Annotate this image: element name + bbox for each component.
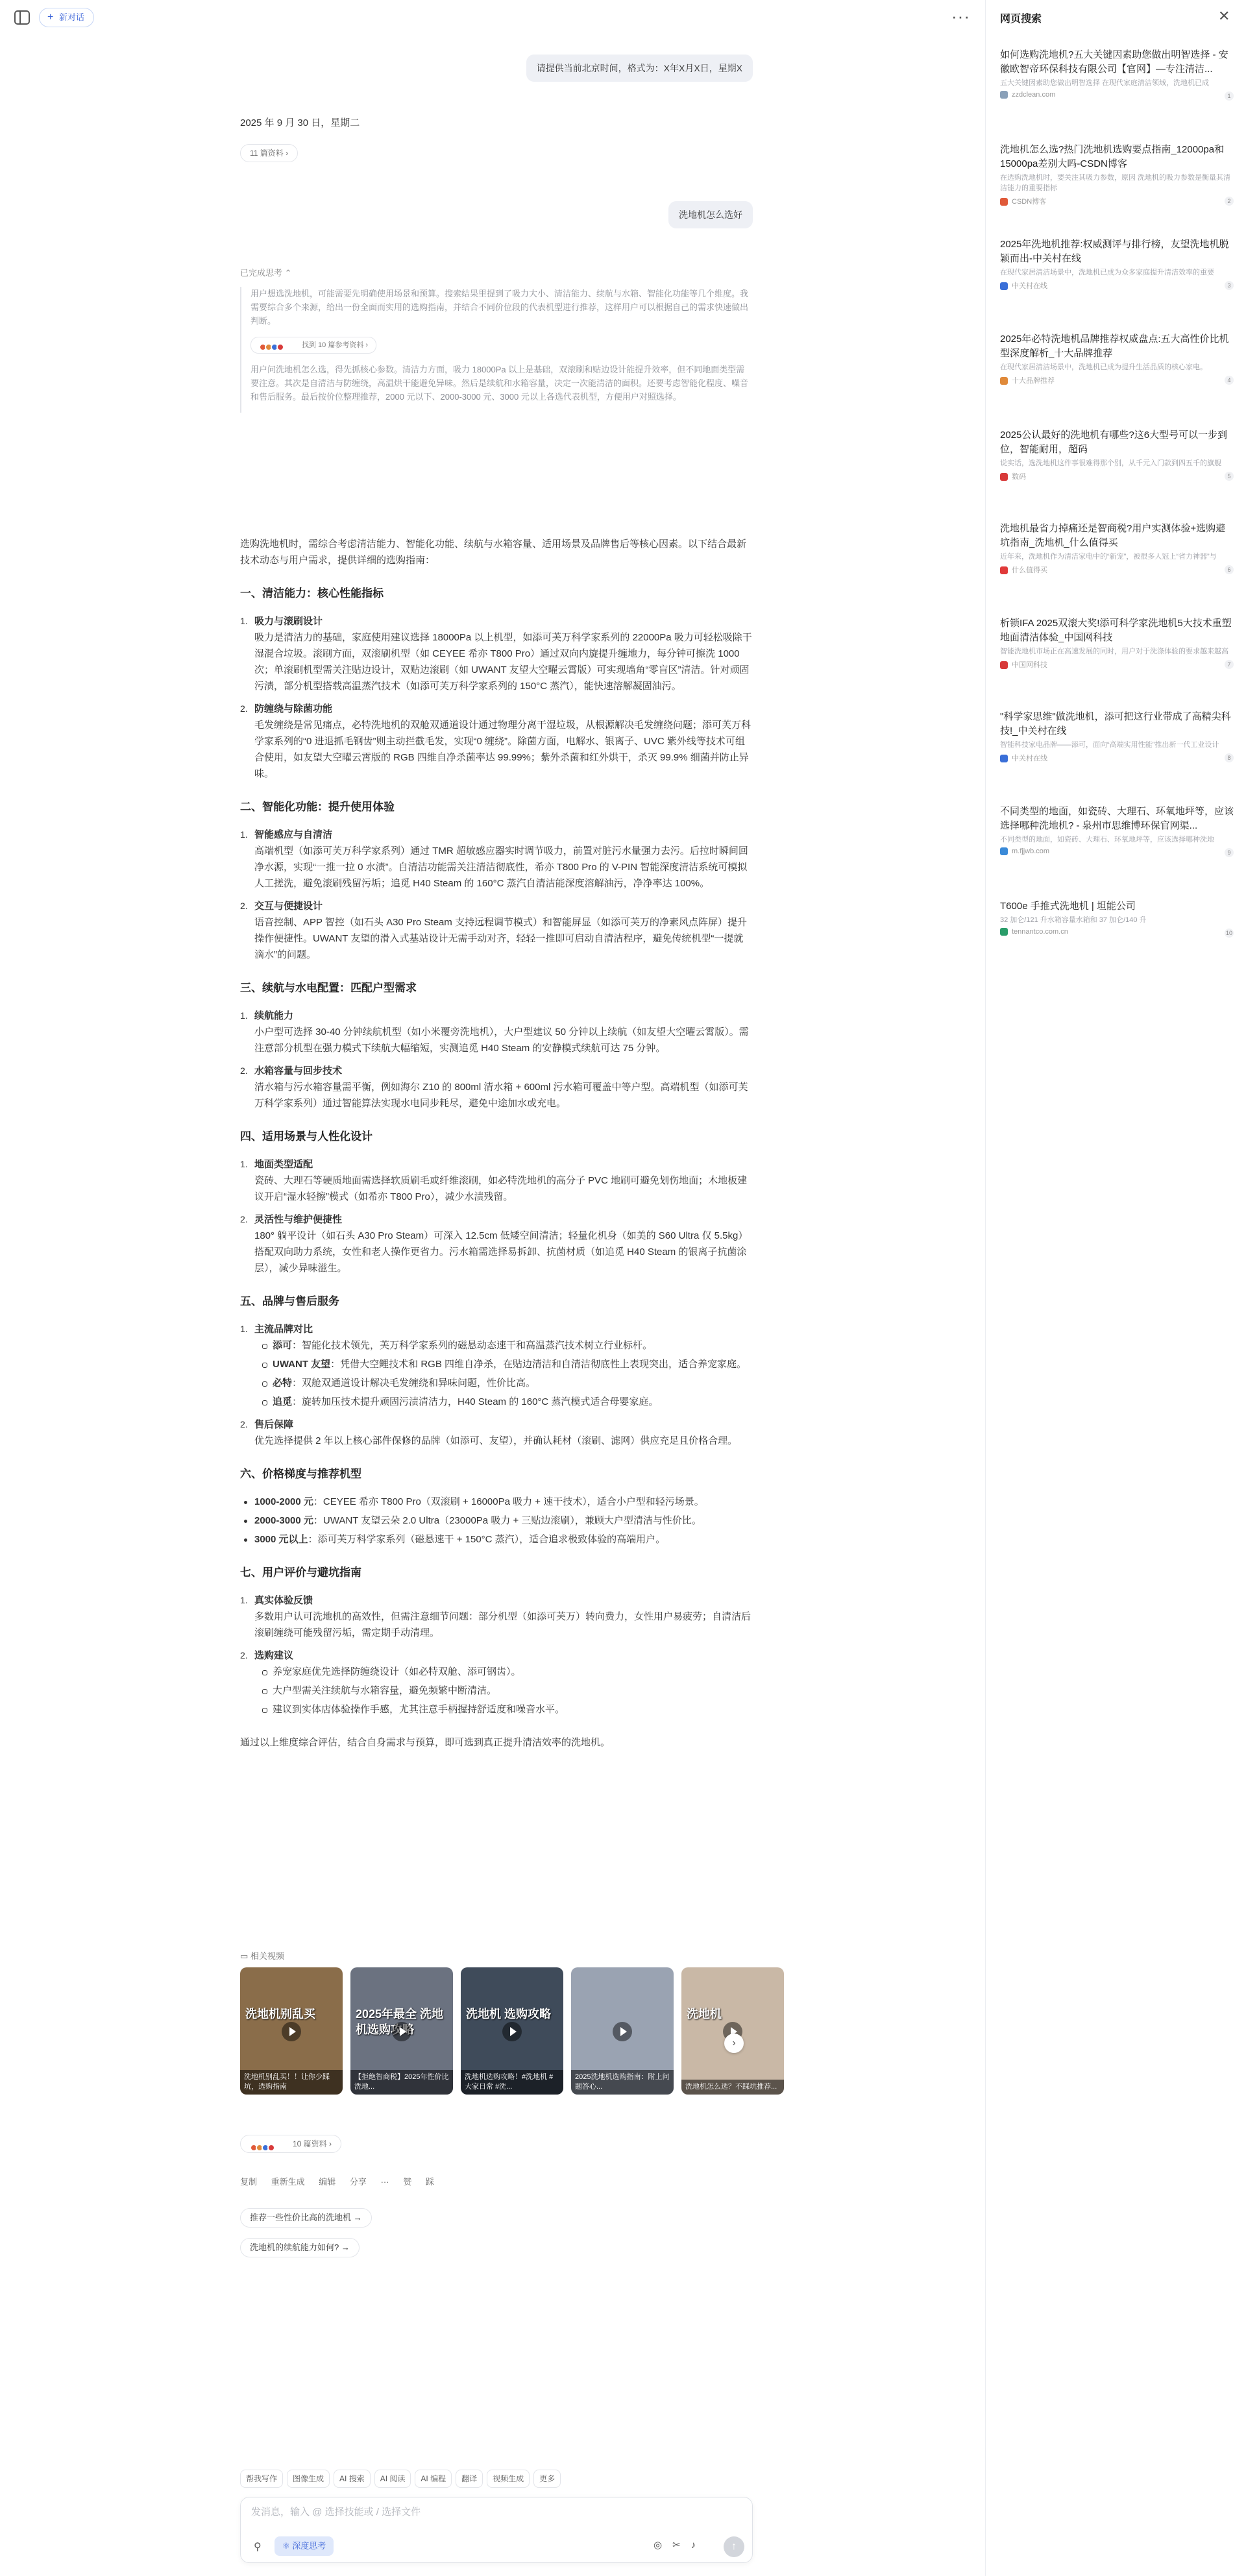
source-name: tennantco.com.cn — [1012, 928, 1068, 936]
video-thumbnail — [571, 1967, 674, 2095]
search-result[interactable] — [1000, 428, 1234, 481]
item-body: 语音控制、APP 智控（如石头 A30 Pro Steam 支持远程调节模式）和智能屏显（如添可芙万的净素风点阵屏）提升操作便捷性。UWANT 友望的滑入式基站设计无需手动对齐，轻轻一推即可启动自清洁程序，避免传统机型“一提就滴水”的问题。 — [254, 917, 747, 960]
share-button[interactable]: 分享 — [349, 2177, 367, 2187]
item-title: 灵活性与维护便捷性 — [254, 1214, 343, 1225]
answer-section — [240, 1564, 753, 1718]
section-heading: 二、智能化功能：提升使用体验 — [240, 801, 395, 813]
regenerate-button[interactable]: 重新生成 — [271, 2177, 305, 2187]
citation-number: 5 — [1225, 472, 1234, 481]
result-snippet: 说实话，选洗地机这件事很难得那个别，从千元入门款到四五千的旗舰 — [1000, 459, 1221, 467]
list-item: 2. 选购建议 养宠家庭优先选择防缠绕设计（如必特双舱、添可钢齿）。 大户型需关注续航与水箱容量，避免频繁中断清洁。 建议到实体店体验操作手感，尤其注意手柄握持舒适度和噪音水平。 — [254, 1647, 753, 1718]
price-range: 1000-2000 元 — [254, 1496, 313, 1507]
item-title: 防缠绕与除菌功能 — [254, 703, 333, 714]
citation-number: 8 — [1225, 753, 1234, 762]
result-source — [1000, 471, 1234, 481]
citation-number: 2 — [1225, 197, 1234, 206]
item-body: 吸力是清洁力的基础，家庭使用建议选择 18000Pa 以上机型，如添可芙万科学家系列的 22000Pa 吸力可轻松吸除干湿混合垃圾。滚刷方面，双滚刷机型（如 CEYEE 希亦 T800 Pro）通过双向内旋提升缠地力，每分钟可擦洗 1000 次；单滚刷机型需关注贴边设计，双贴边滚刷（如 UWANT 友望大空曜云霄版）可实现墙角“零盲区”清洁。针对顽固污渍，部分机型搭载高温蒸汽技术（如添可芙万科学家系列的 150°C 蒸汽），能快速溶解凝固油污。 — [254, 632, 752, 692]
copy-button[interactable]: 复制 — [240, 2177, 258, 2187]
video-title: 2025洗地机选购指南：附上问题答心... — [571, 2070, 674, 2095]
source-logos-icon — [250, 2141, 289, 2148]
result-snippet: 智能洗地机市场正在高速发展的同时，用户对于洗涤体验的要求越来越高 — [1000, 648, 1228, 655]
search-result[interactable] — [1000, 805, 1234, 858]
message-input[interactable] — [251, 2507, 731, 2518]
item-title: 交互与便捷设计 — [254, 901, 323, 912]
price-text: ：UWANT 友望云朵 2.0 Ultra（23000Pa 吸力 + 三贴边滚刷），兼顾大户型清洁与性价比。 — [313, 1515, 702, 1526]
source-favicon-icon — [1000, 91, 1008, 99]
result-snippet: 五大关键因素助您做出明智选择 在现代家庭清洁领域，洗地机已成 — [1000, 79, 1210, 87]
source-favicon-icon — [1000, 473, 1008, 481]
result-source — [1000, 928, 1234, 938]
microphone-icon[interactable]: ♪ — [690, 2540, 696, 2551]
thumbnail-caption: 2025年最全 洗地机选购攻略 — [356, 2008, 444, 2036]
source-name: 十大品牌推荐 — [1012, 377, 1055, 385]
result-source — [1000, 280, 1234, 291]
panel-title: 网页搜索 — [1000, 14, 1042, 25]
web-search-panel — [985, 0, 1246, 2576]
tool-reading-button[interactable]: AI 阅读 — [374, 2470, 411, 2488]
source-name: 中国网科技 — [1012, 661, 1047, 669]
tool-video-button[interactable]: 视频生成 — [487, 2470, 530, 2488]
deep-think-toggle[interactable] — [275, 2536, 334, 2556]
item-body: 小户型可选择 30-40 分钟续航机型（如小米覆旁洗地机），大户型建议 50 分钟以上续航（如友望大空曜云霄版）。需注意部分机型在强力模式下续航大幅缩短，实测追觅 H40 Steam 的安静模式续航可达 75 分钟。 — [254, 1027, 749, 1054]
section-heading: 七、用户评价与避坑指南 — [240, 1566, 361, 1579]
item-title: 续航能力 — [254, 1010, 294, 1021]
item-title: 主流品牌对比 — [254, 1324, 313, 1335]
thinking-text: 用户想选洗地机，可能需要先明确使用场景和预算。搜索结果里提到了吸力大小、清洁能力、续航与水箱、智能化功能等几个维度。我需要综合多个来源，给出一份全面而实用的选购指南，并结合不同价位段的代表机型进行推荐，这样用户可以根据自己的需求快速做出判断。 — [250, 289, 749, 326]
video-card[interactable] — [240, 1967, 343, 2120]
search-result[interactable] — [1000, 522, 1234, 575]
user-message: 洗地机怎么选好 — [668, 201, 753, 228]
source-favicon-icon — [1000, 755, 1008, 762]
thumbnail-caption: 洗地机 选购攻略 — [466, 2008, 552, 2021]
thinking-toggle[interactable]: 已完成思考 ⌃ — [240, 268, 292, 278]
result-title[interactable]: 洗地机怎么选?热门洗地机选购要点指南_12000pa和15000pa差别大吗-CSDN博客 — [1000, 144, 1225, 169]
result-title[interactable]: 2025年洗地机推荐:权威测评与排行榜，友望洗地机脱颖而出-中关村在线 — [1000, 239, 1229, 264]
result-title[interactable]: 析锁IFA 2025双滚大奖!添可科学家洗地机5大技术重塑地面清洁体验_中国网科技 — [1000, 618, 1232, 643]
result-source — [1000, 847, 1234, 858]
thumbnail-caption: 洗地机 — [687, 2008, 722, 2021]
advice-bullet: 建议到实体店体验操作手感，尤其注意手柄握持舒适度和噪音水平。 — [273, 1701, 753, 1718]
citation-number: 7 — [1225, 660, 1234, 669]
list-item: 2. 灵活性与维护便捷性 180° 躺平设计（如石头 A30 Pro Steam）可深入 12.5cm 低矮空间清洁；轻量化机身（如美的 S60 Ultra 仅 5.5kg）搭配双向助力系统，女性和老人操作更省力。污水箱需选择易拆卸、抗菌材质（如追觅 H40 Steam 的银离子抗菌涂层），减少异味滋生。 — [254, 1211, 753, 1276]
source-favicon-icon — [1000, 198, 1008, 206]
source-name: m.fjjwb.com — [1012, 847, 1050, 855]
answer-section — [240, 1293, 753, 1449]
video-title: 洗地机怎么选？不踩坑推荐... — [681, 2080, 784, 2095]
tool-image-button[interactable]: 图像生成 — [287, 2470, 330, 2488]
result-snippet: 智能科技家电品牌——添可，面向“高端实用性能”推出新一代工业设计 — [1000, 741, 1219, 749]
related-videos-label — [240, 1949, 284, 1962]
result-snippet: 不同类型的地面，如瓷砖、大理石、环氧地坪等，应该选择哪种洗地 — [1000, 836, 1214, 844]
list-item: 2. 交互与便捷设计 语音控制、APP 智控（如石头 A30 Pro Steam 支持远程调节模式）和智能屏显（如添可芙万的净素风点阵屏）提升操作便捷性。UWANT 友望的滑入式基站设计无需手动对齐，轻轻一推即可启动自清洁程序，避免传统机型“一提就滴水”的问题。 — [254, 898, 753, 963]
result-title[interactable]: "科学家思维"做洗地机，添可把这行业带成了高精尖科技!_中关村在线 — [1000, 711, 1231, 736]
tool-coding-button[interactable]: AI 编程 — [415, 2470, 452, 2488]
list-item: 1. 续航能力 小户型可选择 30-40 分钟续航机型（如小米覆旁洗地机），大户型建议 50 分钟以上续航（如友望大空曜云霄版）。需注意部分机型在强力模式下续航大幅缩短，实测追觅 H40 Steam 的安静模式续航可达 75 分钟。 — [254, 1008, 753, 1056]
video-thumbnail — [350, 1967, 453, 2095]
item-body: 180° 躺平设计（如石头 A30 Pro Steam）可深入 12.5cm 低矮空间清洁；轻量化机身（如美的 S60 Ultra 仅 5.5kg）搭配双向助力系统，女性和老人操作更省力。污水箱需选择易拆卸、抗菌材质（如追觅 H40 Steam 的银离子抗菌涂层），减少异味滋生。 — [254, 1230, 748, 1274]
tool-translate-button[interactable]: 翻译 — [456, 2470, 483, 2488]
source-favicon-icon — [1000, 928, 1008, 936]
source-name: CSDN博客 — [1012, 198, 1047, 206]
list-item: 2. 防缠绕与除菌功能 毛发缠绕是常见痛点，必特洗地机的双舱双通道设计通过物理分离干湿垃圾，从根源解决毛发缠绕问题；添可芙万科学家系列的“0 进退抓毛钢齿”则主动拦截毛发，实现“0 缠绕”。除菌方面，电解水、银离子、UVC 紫外线等技术可组合使用，如友望大空曜云霄版的 RGB 四维自净杀菌率达 99.99%；紫外杀菌和红外烘干，杀灭 99.9% 细菌并防止异味。 — [254, 701, 753, 782]
references-count: 10 篇资料 — [293, 2139, 327, 2148]
advice-bullet: 大户型需关注续航与水箱容量，避免频繁中断清洁。 — [273, 1683, 753, 1699]
result-snippet: 近年来，洗地机作为清洁家电中的“新宠”，被很多人冠上“省力神器”与 — [1000, 553, 1217, 561]
source-favicon-icon — [1000, 282, 1008, 290]
item-title: 选购建议 — [254, 1650, 294, 1661]
answer-section — [240, 980, 753, 1112]
tool-writing-button[interactable]: 帮我写作 — [240, 2470, 283, 2488]
send-button[interactable]: ↑ — [724, 2536, 744, 2557]
item-body: 清水箱与污水箱容量需平衡，例如海尔 Z10 的 800ml 清水箱 + 600ml 污水箱可覆盖中等户型。高端机型（如添可芙万科学家系列）通过智能算法实现水电同步耗尽，避免中途加水或充电。 — [254, 1082, 748, 1109]
item-body: 高端机型（如添可芙万科学家系列）通过 TMR 超敏感应器实时调节吸力，前置对脏污水量强力去污。后拉时瞬间回净水源，实现“一推一拉 0 水渍”。自清洁功能需关注清洁彻底性，希亦 T800 Pro 的 V-PIN 智能深度清洁系统可模拟人工搓洗，避免滚刷残留污垢；追觅 H40 Steam 的 160°C 蒸汽自清洁能深度溶解油污，净净率达 100%。 — [254, 845, 748, 889]
tool-search-button[interactable]: AI 搜索 — [334, 2470, 371, 2488]
price-bullet — [254, 1494, 753, 1510]
new-chat-label: 新对话 — [59, 12, 85, 22]
item-title: 水箱容量与回步技术 — [254, 1065, 343, 1076]
attach-icon[interactable]: ⚲ — [254, 2542, 262, 2553]
price-text: ：添可芙万科学家系列（磁悬速干 + 150°C 蒸汽），适合追求极致体验的高端用户。 — [308, 1534, 666, 1545]
video-thumbnail — [240, 1967, 343, 2095]
brand-text: ：双舱双通道设计解决毛发缠绕和异味问题，性价比高。 — [292, 1378, 536, 1389]
source-favicon-icon — [1000, 847, 1008, 855]
section-heading: 四、适用场景与人性化设计 — [240, 1130, 373, 1143]
thinking-text: 用户问洗地机怎么选，得先抓核心参数。清洁力方面，吸力 18000Pa 以上是基础，双滚刷和贴边设计能提升效率，但不同地面类型需要注意。其次是自清洁与防缠绕，高温烘干能避免异味。然后是续航和水箱容量，决定一次能清洁的面积。还要考虑智能化程度、噪音和售后服务。最后按价位整理推荐，2000 元以下、2000-3000 元、3000 元以上各选代表机型，方便用户对照选择。 — [250, 365, 749, 402]
answer-intro: 选购洗地机时，需综合考虑清洁能力、智能化功能、续航与水箱容量、适用场景及品牌售后等核心因素。以下结合最新技术动态与用户需求，提供详细的选购指南： — [240, 539, 747, 566]
more-menu-icon[interactable]: ··· — [951, 6, 970, 26]
thumbs-down-button[interactable]: 踩 — [425, 2177, 434, 2187]
result-title[interactable]: 洗地机最省力掉痛还是智商税?用户实测体验+选购避坑指南_洗地机_什么值得买 — [1000, 523, 1226, 548]
video-thumbnail — [461, 1967, 563, 2095]
source-name: zzdclean.com — [1012, 91, 1056, 99]
brand-bullet — [273, 1375, 753, 1391]
result-source — [1000, 196, 1234, 206]
related-videos-title: 相关视频 — [250, 1951, 284, 1961]
video-icon: ▭ — [240, 1951, 249, 1961]
result-source — [1000, 565, 1234, 575]
suggested-question[interactable]: 推荐一些性价比高的洗地机 → — [240, 2208, 372, 2228]
list-item: 1. 主流品牌对比 添可：智能化技术领先，芙万科学家系列的磁悬动态速干和高温蒸汽技术树立行业标杆。 UWANT 友望：凭借大空鲤技术和 RGB 四维自净杀，在贴边清洁和自清洁彻底性上表现突出，适合养宠家庭。 必特：双舱双通道设计解决毛发缠绕和异味问题，性价比高。 追觅：旋转加压技术提升顽固污渍清洁力，H40 Steam 的 160°C 蒸汽模式适合母婴家庭。 — [254, 1321, 753, 1410]
thinking-block — [240, 287, 753, 413]
source-favicon-icon — [1000, 377, 1008, 385]
section-heading: 三、续航与水电配置：匹配户型需求 — [240, 982, 417, 994]
video-card[interactable] — [571, 1967, 674, 2120]
thumbnail-caption: 洗地机别乱买 — [245, 2008, 315, 2021]
chevron-right-icon[interactable]: › — [724, 2034, 744, 2053]
source-name: 中关村在线 — [1012, 282, 1047, 290]
video-thumbnail — [681, 1967, 784, 2095]
search-result[interactable] — [1000, 143, 1234, 206]
source-favicon-icon — [1000, 661, 1008, 669]
video-title: 洗地机别乱买！！让你少踩坑，选购指南 — [240, 2070, 343, 2095]
citation-number: 3 — [1225, 281, 1234, 290]
new-chat-button[interactable] — [39, 8, 94, 27]
price-text: ：CEYEE 希亦 T800 Pro（双滚刷 + 16000Pa 吸力 + 速干技术），适合小户型和轻污场景。 — [313, 1496, 704, 1507]
item-title: 吸力与滚刷设计 — [254, 616, 323, 627]
item-title: 真实体验反馈 — [254, 1595, 313, 1606]
tool-more-button[interactable]: 更多 — [533, 2470, 561, 2488]
answer-section — [240, 585, 753, 782]
search-result[interactable] — [1000, 710, 1234, 763]
source-name: 什么值得买 — [1012, 566, 1047, 574]
price-bullet — [254, 1513, 753, 1529]
citation-number: 9 — [1225, 848, 1234, 857]
result-snippet: 32 加仑/121 升水箱容量水箱和 37 加仑/140 升 — [1000, 916, 1147, 924]
result-snippet: 在现代家居清洁场景中，洗地机已成为提升生活品质的核心家电。 — [1000, 363, 1207, 371]
assistant-date-answer: 2025 年 9 月 30 日，星期二 — [240, 117, 360, 128]
result-source — [1000, 91, 1234, 101]
thumbs-up-button[interactable]: 赞 — [403, 2177, 412, 2187]
answer-section — [240, 1466, 753, 1548]
plus-icon: + — [47, 12, 54, 23]
list-item: 2. 水箱容量与回步技术 清水箱与污水箱容量需平衡，例如海尔 Z10 的 800ml 清水箱 + 600ml 污水箱可覆盖中等户型。高端机型（如添可芙万科学家系列）通过智能算法实现水电同步耗尽，避免中途加水或充电。 — [254, 1063, 753, 1112]
citation-number: 10 — [1225, 930, 1232, 936]
brand-bullet — [273, 1394, 753, 1410]
video-card[interactable] — [461, 1967, 563, 2120]
result-title[interactable]: 如何选购洗地机?五大关键因素助您做出明智选择 - 安徽欧智帝环保科技有限公司【官网】—专注清洁... — [1000, 49, 1228, 75]
references-pill[interactable]: 11 篇资料 › — [240, 144, 298, 162]
item-title: 售后保障 — [254, 1419, 294, 1430]
thinking-references-label: 找到 10 篇参考资料 — [302, 341, 364, 349]
answer-section — [240, 1128, 753, 1276]
close-icon[interactable]: ✕ — [1218, 8, 1230, 24]
advice-bullet: 养宠家庭优先选择防缠绕设计（如必特双舱、添可钢齿）。 — [273, 1664, 753, 1680]
item-body: 瓷砖、大理石等硬质地面需选择软质刷毛或纤维滚刷，如必特洗地机的高分子 PVC 地刷可避免划伤地面；木地板建议开启“湿水轻擦”模式（如希亦 T800 Pro），减少水渍残留。 — [254, 1175, 748, 1202]
price-bullet — [254, 1531, 753, 1548]
video-title: 洗地机选购攻略！#洗地机 #大家日常 #洗... — [461, 2070, 563, 2095]
citation-number: 6 — [1225, 565, 1234, 574]
references-pill[interactable]: 10 篇资料 › — [240, 2135, 341, 2153]
brand-text: ：旋转加压技术提升顽固污渍清洁力，H40 Steam 的 160°C 蒸汽模式适合母婴家庭。 — [292, 1396, 659, 1407]
citation-number: 1 — [1225, 91, 1234, 101]
result-title[interactable]: 不同类型的地面，如瓷砖、大理石、环氧地坪等，应该选择哪种洗地机? - 泉州市思维博环保官网渠... — [1000, 806, 1234, 831]
scissors-icon[interactable]: ✂ — [672, 2540, 681, 2551]
composer-icons — [654, 2539, 706, 2551]
source-favicon-icon — [1000, 566, 1008, 574]
source-name: 中关村在线 — [1012, 755, 1047, 762]
brand-text: ：智能化技术领先，芙万科学家系列的磁悬动态速干和高温蒸汽技术树立行业标杆。 — [292, 1340, 653, 1351]
assistant-answer — [240, 536, 753, 1751]
atom-icon: ⚛ — [282, 2541, 290, 2551]
deep-think-label: 深度思考 — [292, 2541, 326, 2551]
message-actions — [240, 2175, 446, 2188]
brand-name: 添可 — [273, 1340, 293, 1351]
brand-bullet — [273, 1337, 753, 1354]
answer-section — [240, 799, 753, 963]
item-body: 毛发缠绕是常见痛点，必特洗地机的双舱双通道设计通过物理分离干湿垃圾，从根源解决毛发缠绕问题；添可芙万科学家系列的“0 进退抓毛钢齿”则主动拦截毛发，实现“0 缠绕”。除菌方面，电解水、银离子、UVC 紫外线等技术可组合使用，如友望大空曜云霄版的 RGB 四维自净杀菌率达 99.99%；紫外杀菌和红外烘干，杀灭 99.9% 细菌并防止异味。 — [254, 720, 751, 779]
search-result[interactable] — [1000, 332, 1234, 385]
sidebar-toggle-icon[interactable] — [14, 10, 30, 25]
search-result[interactable] — [1000, 899, 1234, 938]
user-message: 请提供当前北京时间，格式为：X年X月X日，星期X — [526, 55, 753, 82]
list-item: 1. 地面类型适配 瓷砖、大理石等硬质地面需选择软质刷毛或纤维滚刷，如必特洗地机的高分子 PVC 地刷可避免划伤地面；木地板建议开启“湿水轻擦”模式（如希亦 T800 Pro），减少水渍残留。 — [254, 1156, 753, 1205]
section-heading: 一、清洁能力：核心性能指标 — [240, 587, 384, 600]
brand-bullet — [273, 1356, 753, 1372]
item-title: 地面类型适配 — [254, 1159, 313, 1170]
play-icon — [502, 2022, 522, 2041]
list-item: 1. 吸力与滚刷设计 吸力是清洁力的基础，家庭使用建议选择 18000Pa 以上机型，如添可芙万科学家系列的 22000Pa 吸力可轻松吸除干湿混合垃圾。滚刷方面，双滚刷机型（如 CEYEE 希亦 T800 Pro）通过双向内旋提升缠地力，每分钟可擦洗 1000 次；单滚刷机型需关注贴边设计，双贴边滚刷（如 UWANT 友望大空曜云霄版）可实现墙角“零盲区”清洁。针对顽固污渍，部分机型搭载高温蒸汽技术（如添可芙万科学家系列的 150°C 蒸汽），能快速溶解凝固油污。 — [254, 613, 753, 694]
conversation-column — [240, 0, 777, 2576]
search-result[interactable] — [1000, 237, 1234, 291]
list-item: 1. 真实体验反馈 多数用户认可洗地机的高效性，但需注意细节问题：部分机型（如添可芙万）转向费力，女性用户易疲劳；自清洁后滚刷缠绕可能残留污垢，需定期手动清理。 — [254, 1592, 753, 1641]
play-icon — [392, 2022, 411, 2041]
section-heading: 六、价格梯度与推荐机型 — [240, 1468, 361, 1480]
thinking-toggle-label: 已完成思考 — [240, 268, 283, 278]
result-source — [1000, 375, 1234, 385]
section-heading: 五、品牌与售后服务 — [240, 1295, 339, 1307]
item-title: 智能感应与自清洁 — [254, 829, 333, 840]
brand-name: 必特 — [273, 1378, 293, 1389]
source-name: 数码 — [1012, 473, 1026, 481]
brand-text: ：凭借大空鲤技术和 RGB 四维自净杀，在贴边清洁和自清洁彻底性上表现突出，适合养宠家庭。 — [330, 1359, 747, 1370]
references-count: 11 篇资料 — [250, 149, 284, 158]
result-source — [1000, 659, 1234, 670]
play-icon — [282, 2022, 301, 2041]
video-title: 【拒绝智商税】2025年性价比洗地... — [350, 2070, 453, 2095]
play-icon — [613, 2022, 632, 2041]
source-logos-icon — [259, 341, 298, 349]
citation-number: 4 — [1225, 376, 1234, 385]
search-result[interactable] — [1000, 48, 1234, 101]
result-snippet: 在选购洗地机时，要关注其吸力参数，原因 洗地机的吸力参数是衡量其清洁能力的重要指标 — [1000, 174, 1231, 192]
brand-name: UWANT 友望 — [273, 1359, 331, 1370]
suggested-question[interactable]: 洗地机的续航能力如何? → — [240, 2238, 360, 2257]
camera-icon[interactable]: ◎ — [654, 2540, 663, 2551]
list-item: 1. 智能感应与自清洁 高端机型（如添可芙万科学家系列）通过 TMR 超敏感应器实时调节吸力，前置对脏污水量强力去污。后拉时瞬间回净水源，实现“一推一拉 0 水渍”。自清洁功能需关注清洁彻底性，希亦 T800 Pro 的 V-PIN 智能深度清洁系统可模拟人工搓洗，避免滚刷残留污垢；追觅 H40 Steam 的 160°C 蒸汽自清洁能深度溶解油污，净净率达 100%。 — [254, 827, 753, 892]
thinking-references-pill[interactable]: 找到 10 篇参考资料 › — [250, 337, 376, 354]
list-item: 2. 售后保障 优先选择提供 2 年以上核心部件保修的品牌（如添可、友望），并确认耗材（滚刷、滤网）供应充足且价格合理。 — [254, 1416, 753, 1449]
edit-button[interactable]: 编辑 — [319, 2177, 336, 2187]
item-body: 优先选择提供 2 年以上核心部件保修的品牌（如添可、友望），并确认耗材（滚刷、滤网）供应充足且价格合理。 — [254, 1435, 738, 1446]
price-range: 2000-3000 元 — [254, 1515, 313, 1526]
result-snippet: 在现代家居清洁场景中，洗地机已成为众多家庭提升清洁效率的重要 — [1000, 269, 1214, 276]
result-title[interactable]: 2025年必特洗地机品牌推荐权威盘点:五大高性价比机型深度解析_十大品牌推荐 — [1000, 334, 1229, 359]
brand-name: 追觅 — [273, 1396, 293, 1407]
more-actions-button[interactable]: ··· — [380, 2177, 389, 2187]
tool-shortcuts — [240, 2470, 565, 2488]
related-videos-carousel — [240, 1967, 777, 2120]
search-result[interactable] — [1000, 616, 1234, 670]
answer-closing: 通过以上维度综合评估，结合自身需求与预算，即可选到真正提升清洁效率的洗地机。 — [240, 1737, 611, 1748]
result-title[interactable]: 2025公认最好的洗地机有哪些?这6大型号可以一步到位，智能耐用，超码 — [1000, 430, 1228, 455]
item-body: 多数用户认可洗地机的高效性，但需注意细节问题：部分机型（如添可芙万）转向费力，女性用户易疲劳；自清洁后滚刷缠绕可能残留污垢，需定期手动清理。 — [254, 1611, 751, 1638]
price-range: 3000 元以上 — [254, 1534, 308, 1545]
message-composer — [240, 2497, 753, 2563]
result-title[interactable]: T600e 手推式洗地机 | 坦能公司 — [1000, 901, 1136, 912]
video-card[interactable] — [350, 1967, 453, 2120]
result-source — [1000, 753, 1234, 763]
